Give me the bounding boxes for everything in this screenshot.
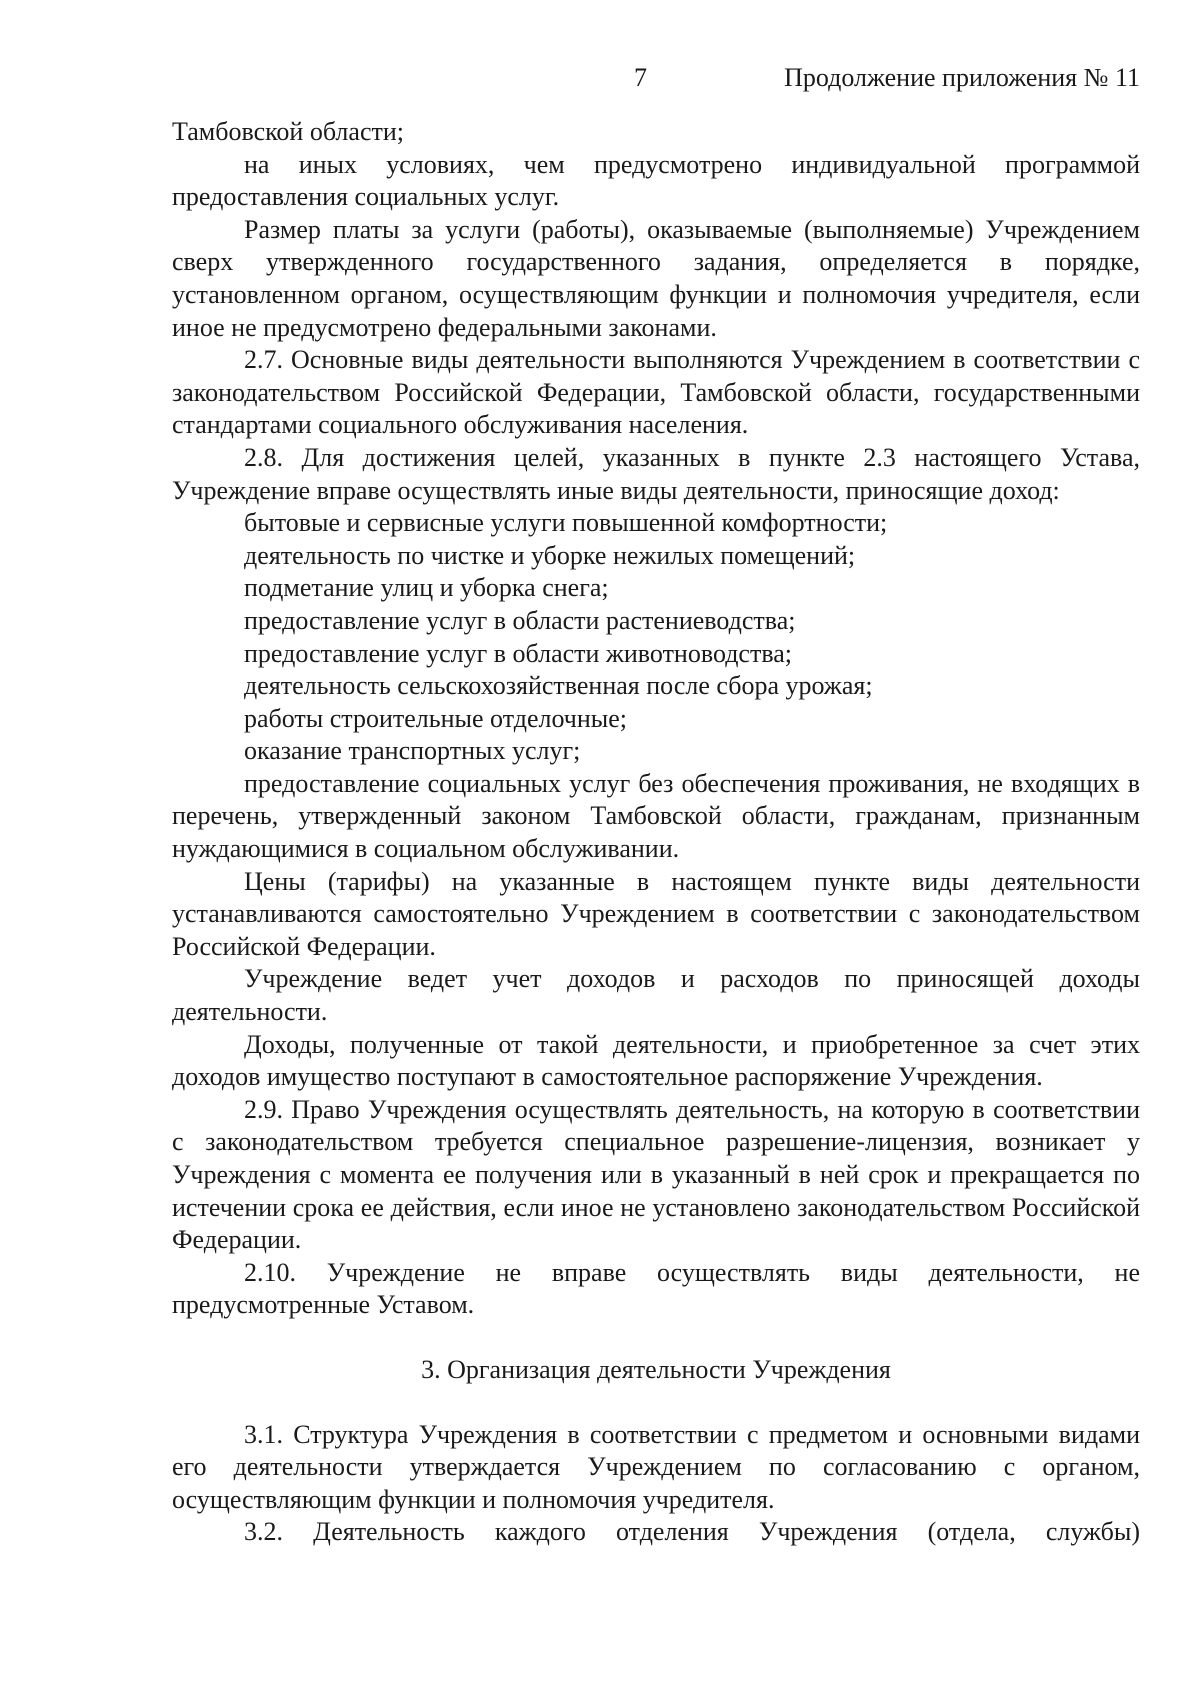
- list-item: предоставление услуг в области животноводства;: [244, 638, 793, 668]
- paragraph-2-8: 2.8. Для достижения целей, указанных в пункте 2.3 настоящего Устава, Учреждение вправе осуществлять иные виды деятельности, приносящие доход:: [172, 442, 1140, 505]
- paragraph-3-1: 3.1. Структура Учреждения в соответствии с предметом и основными видами его деятельности утверждается Учреждением по согласованию с органом, осуществляющим функции и полномочия учредителя.: [172, 1419, 1140, 1514]
- paragraph-accounting: Учреждение ведет учет доходов и расходов по приносящей доходы деятельности.: [172, 964, 1140, 1027]
- list-item: подметание улиц и уборка снега;: [244, 573, 609, 603]
- paragraph-prices: Цены (тарифы) на указанные в настоящем пункте виды деятельности устанавливаются самостоятельно Учреждением в соответствии с законодательством Российской Федерации.: [172, 866, 1140, 961]
- paragraph-2-10: 2.10. Учреждение не вправе осуществлять виды деятельности, не предусмотренные Уставом.: [172, 1257, 1140, 1320]
- list-item: оказание транспортных услуг;: [244, 736, 581, 766]
- list-item: деятельность по чистке и уборке нежилых помещений;: [244, 540, 856, 570]
- paragraph-2-7: 2.7. Основные виды деятельности выполняются Учреждением в соответствии с законодательством Российской Федерации, Тамбовской области, государственными стандартами социального обслуживания населения.: [172, 345, 1140, 440]
- page-header: [172, 58, 1140, 98]
- list-item: работы строительные отделочные;: [244, 703, 628, 733]
- list-item: деятельность сельскохозяйственная после сбора урожая;: [244, 671, 873, 701]
- paragraph-other-conditions: на иных условиях, чем предусмотрено индивидуальной программой предоставления социальных услуг.: [172, 149, 1140, 212]
- paragraph-income: Доходы, полученные от такой деятельности, и приобретенное за счет этих доходов имущество поступают в самостоятельное распоряжение Учреждения.: [172, 1029, 1140, 1092]
- section-heading: 3. Организация деятельности Учреждения: [421, 1354, 891, 1384]
- paragraph-continuation: Тамбовской области;: [172, 117, 404, 146]
- page-number: 7: [634, 63, 647, 92]
- appendix-note: Продолжение приложения № 11: [784, 63, 1140, 92]
- list-item: предоставление социальных услуг без обеспечения проживания, не входящих в перечень, утвержденный законом Тамбовской области, гражданам, признанным нуждающимися в социальном обслуживании.: [172, 768, 1140, 864]
- list-item: предоставление услуг в области растениеводства;: [244, 605, 796, 635]
- paragraph-fee-amount: Размер платы за услуги (работы), оказываемые (выполняемые) Учреждением сверх утвержденного государственного задания, определяется в порядке, установленном органом, осуществляющим функции и полномочия учредителя, если иное не предусмотрено федеральными законами.: [172, 214, 1140, 342]
- list-item: бытовые и сервисные услуги повышенной комфортности;: [244, 508, 888, 538]
- paragraph-3-2: 3.2. Деятельность каждого отделения Учреждения (отдела, службы): [244, 1517, 1140, 1547]
- document-body: [172, 116, 1140, 1549]
- paragraph-2-9: 2.9. Право Учреждения осуществлять деятельность, на которую в соответствии с законодательством требуется специальное разрешение-лицензия, возникает у Учреждения с момента ее получения или в указанный в ней срок и прекращается по истечении срока ее действия, если иное не установлено законодательством Российской Федерации.: [172, 1094, 1140, 1255]
